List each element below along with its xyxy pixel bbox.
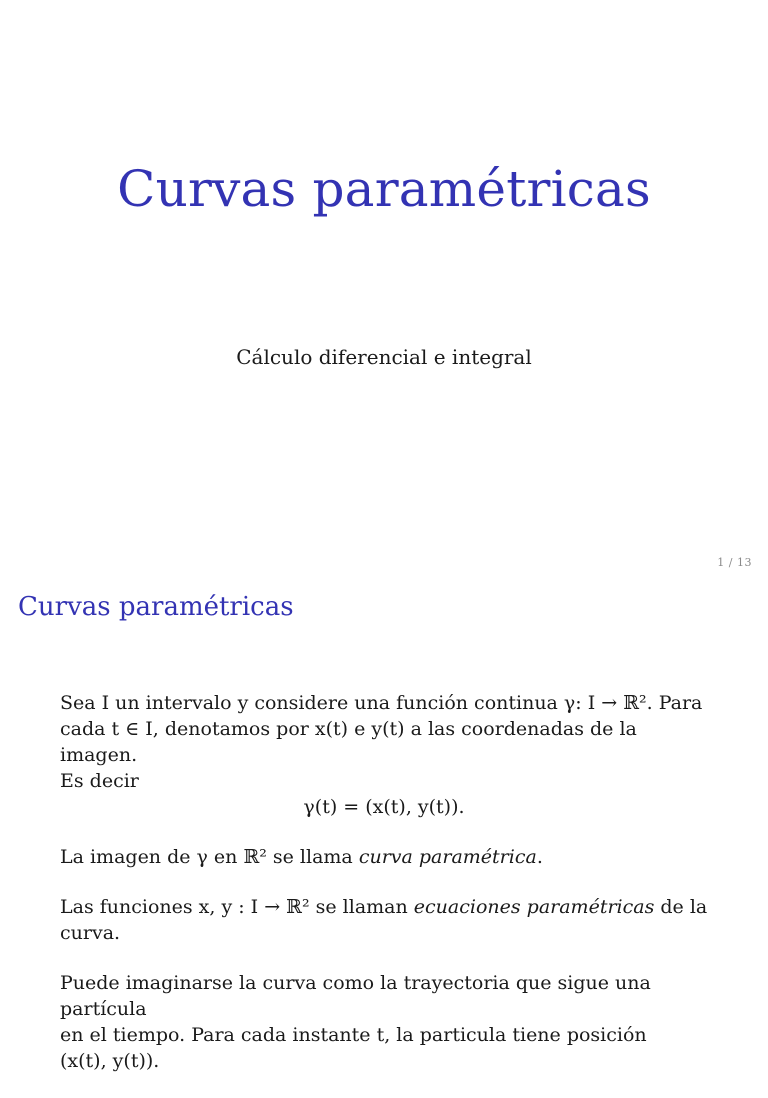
- text-line: curva.: [60, 922, 121, 944]
- text-line: Es decir: [60, 770, 139, 792]
- equations-paragraph: [60, 894, 708, 946]
- page-number: 1 / 13: [717, 556, 752, 569]
- display-equation: γ(t) = (x(t), y(t)).: [303, 796, 465, 818]
- content-slide: [0, 576, 768, 1072]
- frame-title: Curvas paramétricas: [18, 592, 294, 622]
- text-line: cada t ∈ I, denotamos por x(t) e y(t) a las coordenadas de la imagen.: [60, 718, 637, 766]
- text-line: Puede imaginarse la curva como la trayectoria que sigue una partícula: [60, 972, 651, 1020]
- presentation-subtitle: Cálculo diferencial e integral: [236, 345, 532, 369]
- text-line: [60, 894, 708, 920]
- text-span: .: [536, 846, 543, 868]
- text-line: en el tiempo. Para cada instante t, la particula tiene posición: [60, 1024, 647, 1046]
- text-line: (x(t), y(t)).: [60, 1050, 160, 1072]
- particle-paragraph: [60, 970, 708, 1074]
- emphasis-term: curva paramétrica: [358, 846, 537, 868]
- presentation-title: Curvas paramétricas: [117, 160, 651, 218]
- text-span: de la: [660, 896, 708, 918]
- text-span: La imagen de γ en ℝ² se llama: [60, 846, 353, 868]
- slide-body: [60, 690, 708, 1098]
- emphasis-term: ecuaciones paramétricas: [413, 896, 655, 918]
- curve-paragraph: [60, 844, 708, 870]
- text-line: Sea I un intervalo y considere una función continua γ: I → ℝ². Para: [60, 692, 703, 714]
- text-span: Las funciones x, y : I → ℝ² se llaman: [60, 896, 408, 918]
- definition-paragraph: [60, 690, 708, 820]
